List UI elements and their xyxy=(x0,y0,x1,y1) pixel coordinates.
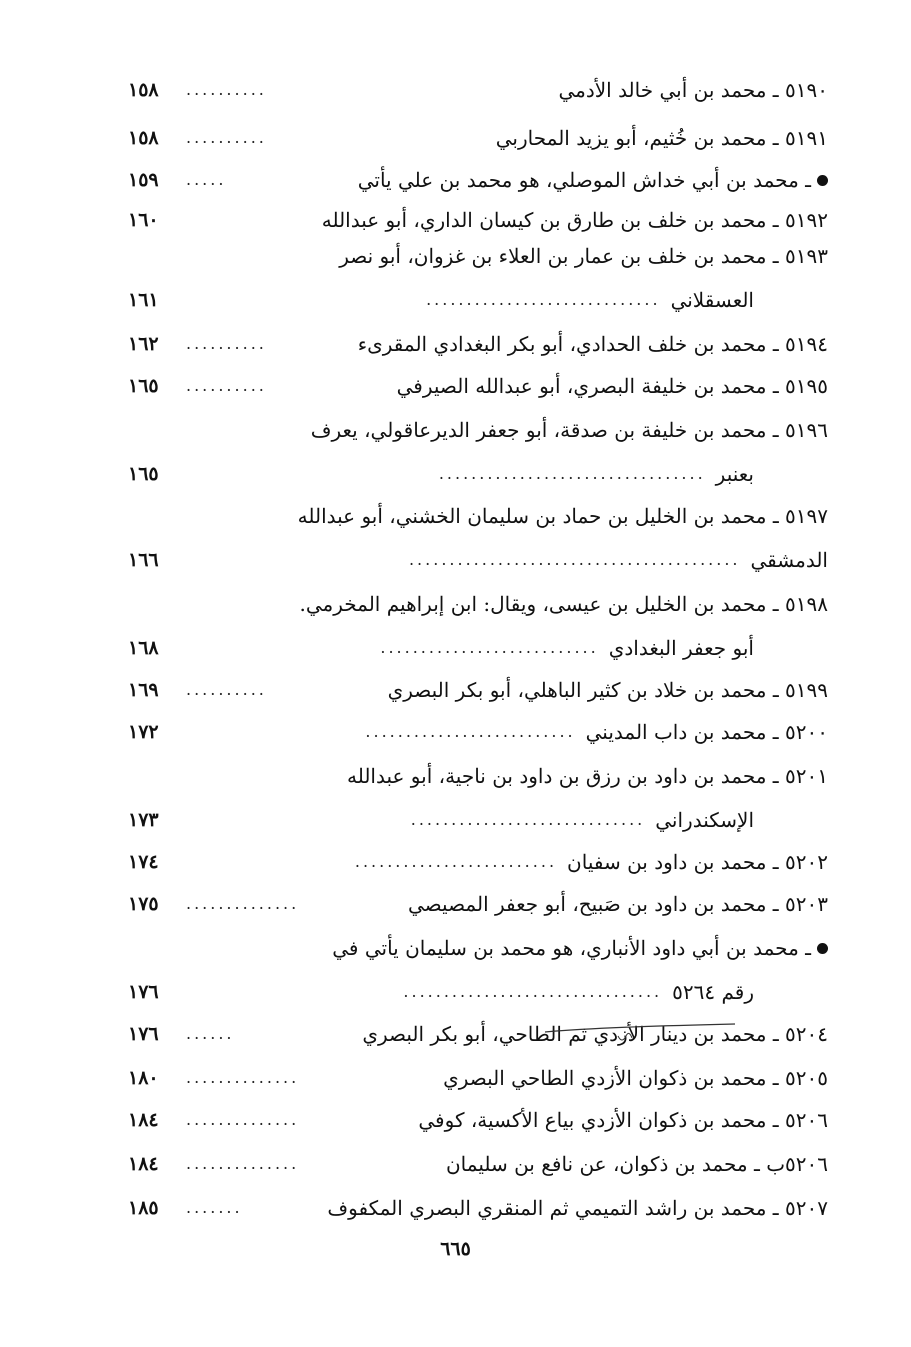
leader-dots: .......................... xyxy=(365,722,576,741)
toc-entry xyxy=(128,1100,828,1140)
leader-dots: .......... xyxy=(186,376,267,395)
toc-entry xyxy=(128,496,828,536)
page-number: ١٦٢ xyxy=(128,333,159,355)
toc-entry xyxy=(128,280,828,320)
entry-text: ٥١٩٣ ـ محمد بن خلف بن عمار بن العلاء بن غزوان، أبو نصر xyxy=(339,244,828,268)
leader-dots: .......... xyxy=(186,80,267,99)
entry-text: الدمشقي xyxy=(750,548,828,572)
leader-dots: ......................................... xyxy=(408,550,741,569)
toc-entry xyxy=(128,670,828,710)
page-number: ١٨٠ xyxy=(128,1067,159,1089)
entry-text: ٥٢٠٦ ـ محمد بن ذكوان الأزدي بياع الأكسية، كوفي xyxy=(418,1108,828,1132)
page-number: ١٧٦ xyxy=(128,1023,159,1045)
entry-text: ٥١٩٥ ـ محمد بن خليفة البصري، أبو عبدالله الصيرفي xyxy=(396,374,828,398)
bullet-icon xyxy=(817,943,828,954)
entry-text: ٥٢٠٣ ـ محمد بن داود بن صَبيح، أبو جعفر المصيصي xyxy=(408,892,828,916)
toc-entry xyxy=(128,628,828,668)
toc-entry xyxy=(128,1144,828,1184)
toc-entry xyxy=(128,454,828,494)
toc-entry xyxy=(128,584,828,624)
page-number: ١٧٥ xyxy=(128,893,159,915)
page-number: ١٦٥ xyxy=(128,375,159,397)
entry-text: ٥١٩٧ ـ محمد بن الخليل بن حماد بن سليمان الخشني، أبو عبدالله xyxy=(297,504,828,528)
leader-dots: ................................ xyxy=(403,982,663,1001)
entry-text: ٥٢٠٠ ـ محمد بن داب المديني xyxy=(585,720,828,744)
entry-text: ٥٢٠٥ ـ محمد بن ذكوان الأزدي الطاحي البصري xyxy=(443,1066,828,1090)
entry-text: الإسكندراني xyxy=(655,808,754,832)
leader-dots: ....... xyxy=(186,1198,243,1217)
page-number: ١٨٥ xyxy=(128,1197,159,1219)
entry-text: ـ محمد بن أبي داود الأنباري، هو محمد بن سليمان يأتي في xyxy=(332,936,811,960)
entry-text: ٥١٩١ ـ محمد بن خُثيم، أبو يزيد المحاربي xyxy=(495,126,828,150)
entry-text: أبو جعفر البغدادي xyxy=(608,636,754,660)
toc-entry xyxy=(128,884,828,924)
entry-text: رقم ٥٢٦٤ xyxy=(672,980,754,1004)
toc-entry xyxy=(128,540,828,580)
page-number: ١٧٣ xyxy=(128,809,159,831)
leader-dots: .......... xyxy=(186,128,267,147)
entry-text: ٥٢٠٢ ـ محمد بن داود بن سفيان xyxy=(567,850,828,874)
entry-text: ٥٢٠٦ب ـ محمد بن ذكوان، عن نافع بن سليمان xyxy=(445,1152,828,1176)
page-number: ١٦٩ xyxy=(128,679,159,701)
page-number: ١٥٩ xyxy=(128,169,159,191)
entry-text: بعنبر xyxy=(715,462,754,486)
toc-entry xyxy=(128,1188,828,1228)
leader-dots: ............................. xyxy=(410,810,646,829)
entry-text: ٥١٩٢ ـ محمد بن خلف بن طارق بن كيسان الداري، أبو عبدالله xyxy=(321,208,828,232)
toc-entry xyxy=(128,410,828,450)
entry-text: ٥١٩٤ ـ محمد بن خلف الحدادي، أبو بكر البغدادي المقرىء xyxy=(357,332,828,356)
page-number: ١٦٠ xyxy=(128,209,159,231)
toc-entry xyxy=(128,712,828,752)
leader-dots: .............. xyxy=(186,1154,300,1173)
leader-dots: .......... xyxy=(186,680,267,699)
leader-dots: .............. xyxy=(186,894,300,913)
page-number: ١٦١ xyxy=(128,289,159,311)
page-number: ١٦٥ xyxy=(128,463,159,485)
leader-dots: ..... xyxy=(186,170,227,189)
page-footer-number: ٦٦٥ xyxy=(440,1238,471,1260)
toc-entry xyxy=(128,928,828,968)
leader-dots: ......................... xyxy=(354,852,558,871)
page-number: ١٨٤ xyxy=(128,1109,159,1131)
toc-entry xyxy=(128,842,828,882)
entry-text: العسقلاني xyxy=(670,288,754,312)
entry-text: ٥١٩٩ ـ محمد بن خلاد بن كثير الباهلي، أبو بكر البصري xyxy=(387,678,828,702)
leader-dots: .......... xyxy=(186,334,267,353)
toc-entry xyxy=(128,366,828,406)
leader-dots: ........................... xyxy=(380,638,599,657)
toc-entry xyxy=(128,972,828,1012)
entry-text: ٥٢٠٤ ـ محمد بن دينار الأزدي ثم الطاحي، أبو بكر البصري xyxy=(362,1022,828,1046)
toc-entry xyxy=(128,236,828,276)
leader-dots: ...... xyxy=(186,1024,235,1043)
toc-entry xyxy=(128,70,828,110)
bullet-icon xyxy=(817,175,828,186)
entry-text: ٥١٩٠ ـ محمد بن أبي خالد الأدمي xyxy=(558,78,828,102)
page-number: ١٧٢ xyxy=(128,721,159,743)
toc-entry xyxy=(128,800,828,840)
page-number: ١٦٦ xyxy=(128,549,159,571)
toc-entry xyxy=(128,200,828,240)
toc-entry xyxy=(128,324,828,364)
entry-text: ٥٢٠١ ـ محمد بن داود بن رزق بن داود بن ناجية، أبو عبدالله xyxy=(346,764,828,788)
page-number: ١٧٦ xyxy=(128,981,159,1003)
toc-entry xyxy=(128,756,828,796)
page-number: ١٥٨ xyxy=(128,79,159,101)
entry-text: ٥٢٠٧ ـ محمد بن راشد التميمي ثم المنقري البصري المكفوف xyxy=(327,1196,828,1220)
entry-text: ٥١٩٦ ـ محمد بن خليفة بن صدقة، أبو جعفر الديرعاقولي، يعرف xyxy=(310,418,828,442)
toc-entry xyxy=(128,160,828,200)
page-number: ١٥٨ xyxy=(128,127,159,149)
leader-dots: .............. xyxy=(186,1068,300,1087)
entry-text: ٥١٩٨ ـ محمد بن الخليل بن عيسى، ويقال: ابن إبراهيم المخرمي. xyxy=(299,592,828,616)
leader-dots: .............. xyxy=(186,1110,300,1129)
handwritten-strike-mark xyxy=(540,1014,740,1044)
leader-dots: ................................. xyxy=(438,464,706,483)
page-number: ١٧٤ xyxy=(128,851,159,873)
page-number: ١٦٨ xyxy=(128,637,159,659)
toc-entry xyxy=(128,1058,828,1098)
entry-text: ـ محمد بن أبي خداش الموصلي، هو محمد بن علي يأتي xyxy=(357,168,811,192)
leader-dots: ............................. xyxy=(426,290,661,309)
toc-entry xyxy=(128,118,828,158)
page-number: ١٨٤ xyxy=(128,1153,159,1175)
